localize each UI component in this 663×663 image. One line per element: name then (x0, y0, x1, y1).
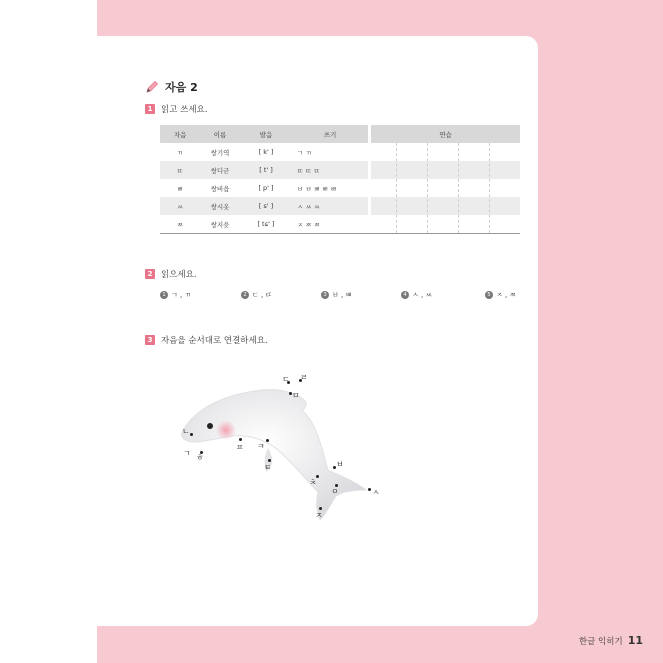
cell-name: 쌍기역 (210, 148, 230, 157)
cell-strokes: ㅅ ㅆ ㅆ (292, 197, 368, 215)
letter-label: ㅅ (372, 488, 380, 497)
pair-text: ㅅ , ㅆ (412, 291, 433, 299)
cell-consonant: ㄲ (176, 148, 184, 157)
letter-label: ㅊ (309, 478, 317, 487)
consonant-table (160, 125, 368, 233)
dolphin-eye (207, 423, 213, 429)
cell-pron: [ k' ] (258, 148, 274, 156)
letter-label: ㄱ (183, 449, 191, 458)
section-number: 1 (145, 104, 155, 114)
table-row (160, 197, 368, 215)
pair-text: ㅈ , ㅉ (496, 291, 517, 299)
pair-text: ㄷ , ㄸ (252, 291, 273, 299)
col-header: 발음 (240, 125, 292, 143)
table-bottom-rule (160, 233, 520, 234)
cell-pron: [ tɕ' ] (257, 220, 275, 228)
table-row (160, 143, 368, 161)
letter-label: ㄴ (182, 427, 190, 436)
guide-line (427, 143, 428, 233)
cell-name: 쌍디귿 (200, 161, 240, 179)
section-3-heading (145, 334, 268, 346)
letter-label: ㅍ (236, 443, 244, 452)
reading-pairs (160, 290, 520, 302)
cell-strokes: ㄱ ㄲ (297, 148, 312, 157)
col-header: 이름 (200, 125, 240, 143)
item-number: 1 (160, 291, 168, 299)
page-number: 11 (627, 634, 643, 647)
dolphin-illustration (170, 370, 400, 530)
table-row (160, 161, 368, 179)
dot-ㄴ[interactable] (190, 433, 193, 436)
letter-label: ㄹ (300, 373, 308, 382)
footer-label: 한글 익히기 (578, 637, 623, 647)
cell-strokes: ㅂ ㅂ ㅃ ㅃ ㅃ (297, 184, 337, 193)
item-number: 5 (485, 291, 493, 299)
dot-ㅍ[interactable] (239, 438, 242, 441)
section-2-heading (145, 268, 197, 280)
letter-label: ㅇ (331, 487, 339, 496)
cell-strokes: ㅈ ㅉ ㅉ (297, 220, 320, 229)
col-header: 쓰기 (292, 125, 368, 143)
table-row (160, 215, 368, 233)
reading-pair (401, 290, 432, 300)
practice-row-band (371, 197, 520, 215)
practice-area (371, 125, 520, 233)
cell-pron: [ t' ] (240, 161, 292, 179)
cell-name: 쌍시옷 (200, 197, 240, 215)
item-number: 4 (401, 291, 409, 299)
cell-pron: [ p' ] (258, 184, 274, 192)
cell-consonant: ㅃ (176, 184, 184, 193)
section-instruction: 읽으세요. (161, 270, 197, 280)
letter-label: ㅂ (336, 460, 344, 469)
pair-text: ㄱ , ㄲ (171, 291, 192, 299)
practice-row-band (371, 161, 520, 179)
cell-strokes: ㄸ ㄸ ㄸ (292, 161, 368, 179)
dot-ㅅ[interactable] (368, 488, 371, 491)
reading-pair (321, 290, 352, 300)
dolphin-cheek (216, 420, 236, 440)
reading-pair (160, 290, 191, 300)
section-1-heading (145, 103, 207, 115)
guide-line (458, 143, 459, 233)
cell-name: 쌍지읒 (210, 220, 230, 229)
cell-consonant: ㅆ (160, 197, 200, 215)
letter-label: ㅎ (196, 453, 204, 462)
item-number: 2 (241, 291, 249, 299)
section-number: 3 (145, 335, 155, 345)
item-number: 3 (321, 291, 329, 299)
cell-consonant: ㅉ (176, 220, 184, 229)
letter-label: ㄷ (282, 375, 290, 384)
table-row (160, 179, 368, 197)
page-footer (579, 634, 643, 647)
section-instruction: 자음을 순서대로 연결하세요. (161, 336, 268, 346)
cell-consonant: ㄸ (160, 161, 200, 179)
reading-pair (241, 290, 272, 300)
letter-label: ㅌ (264, 463, 272, 472)
practice-grid[interactable] (371, 143, 520, 233)
pair-text: ㅂ , ㅃ (332, 291, 353, 299)
page-title: 자음 2 (165, 81, 198, 94)
cell-name: 쌍비읍 (210, 184, 230, 193)
col-header: 자음 (160, 125, 200, 143)
letter-label: ㅈ (315, 511, 323, 520)
cell-pron: [ s' ] (240, 197, 292, 215)
dot-ㅋ[interactable] (266, 439, 269, 442)
guide-line (396, 143, 397, 233)
letter-label: ㅋ (257, 442, 265, 451)
pencil-icon (145, 80, 159, 94)
section-instruction: 읽고 쓰세요. (161, 105, 208, 115)
guide-line (489, 143, 490, 233)
col-header: 연습 (371, 125, 520, 143)
page-title-row (145, 79, 198, 95)
letter-label: ㅁ (292, 391, 300, 400)
section-number: 2 (145, 269, 155, 279)
reading-pair (485, 290, 516, 300)
